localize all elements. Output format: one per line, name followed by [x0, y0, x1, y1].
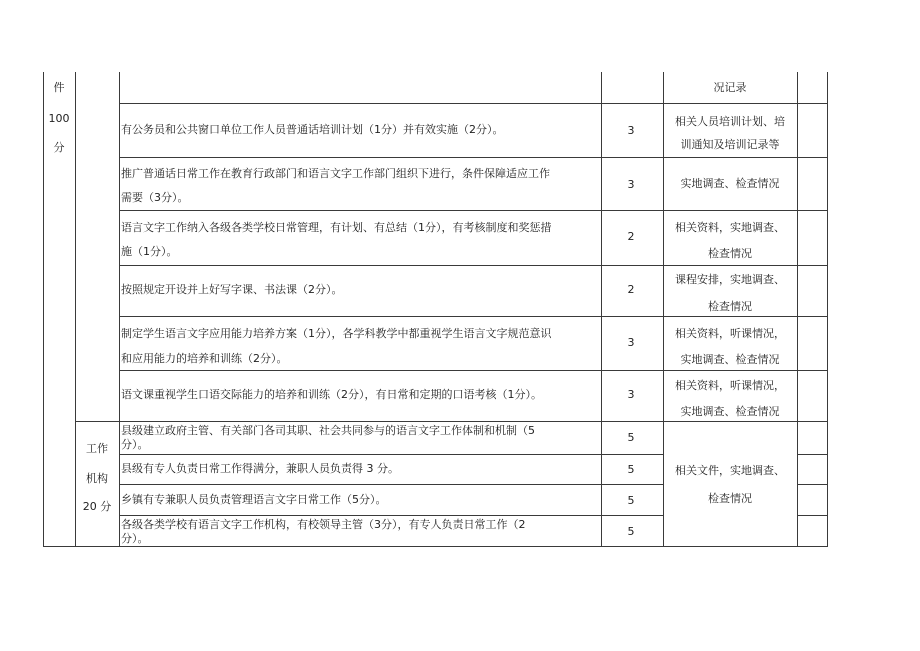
- row-divider: [797, 454, 827, 455]
- evidence-cell: 相关资料，听课情况，: [675, 379, 785, 392]
- row-divider: [797, 515, 827, 516]
- row-divider: [119, 157, 827, 158]
- row-divider: [119, 103, 827, 104]
- evidence-cell: 实地调查、检查情况: [680, 177, 780, 190]
- row-divider: [119, 265, 827, 266]
- evidence-cell: 检查情况: [708, 247, 752, 260]
- evidence-cell: 相关人员培训计划、培: [675, 115, 785, 128]
- content-cell: 有公务员和公共窗口单位工作人员普通话培训计划（1分）并有效实施（2分）。: [121, 123, 504, 136]
- evidence-cell: 相关资料，听课情况，: [675, 327, 785, 340]
- row-divider: [119, 454, 663, 455]
- section-divider: [75, 421, 827, 422]
- score-cell: 3: [627, 388, 635, 401]
- score-cell: 5: [627, 431, 635, 444]
- content-cell: 施（1分）。: [121, 245, 178, 258]
- score-cell: 3: [627, 124, 635, 137]
- row-divider: [119, 515, 663, 516]
- table-divider: [119, 72, 120, 546]
- score-cell: 5: [627, 525, 635, 538]
- score-cell: 3: [627, 178, 635, 191]
- evidence-cell: 相关资料，实地调查、: [675, 221, 785, 234]
- evidence-cell: 检查情况: [708, 300, 752, 313]
- evidence-cell: 检查情况: [708, 492, 752, 505]
- score-cell: 3: [627, 336, 635, 349]
- section-label: 20 分: [82, 500, 112, 513]
- table-divider: [797, 72, 798, 546]
- content-cell: 乡镇有专兼职人员负责管理语言文字日常工作（5分）。: [121, 493, 387, 506]
- content-cell: 需要（3分）。: [121, 191, 189, 204]
- category-label: 件: [53, 81, 65, 94]
- row-divider: [119, 484, 663, 485]
- row-divider: [119, 210, 827, 211]
- content-cell: 县级建立政府主管、有关部门各司其职、社会共同参与的语言文字工作体制和机制（5: [121, 424, 535, 437]
- content-cell: 各级各类学校有语言文字工作机构，有校领导主管（3分），有专人负责日常工作（2: [121, 518, 526, 531]
- row-divider: [797, 484, 827, 485]
- section-label: 机构: [86, 472, 108, 485]
- content-cell: 制定学生语言文字应用能力培养方案（1分），各学科教学中都重视学生语言文字规范意识: [121, 327, 552, 340]
- content-cell: 语言文字工作纳入各级各类学校日常管理，有计划、有总结（1分），有考核制度和奖惩措: [121, 221, 552, 234]
- table-border-right: [827, 72, 828, 546]
- evidence-cell: 实地调查、检查情况: [680, 405, 780, 418]
- evidence-cell: 实地调查、检查情况: [680, 353, 780, 366]
- content-cell: 分）。: [121, 532, 149, 545]
- content-cell: 按照规定开设并上好写字课、书法课（2分）。: [121, 283, 343, 296]
- evidence-cell: 训通知及培训记录等: [680, 138, 780, 151]
- score-cell: 5: [627, 463, 635, 476]
- score-cell: 5: [627, 494, 635, 507]
- content-cell: 分）。: [121, 438, 149, 451]
- evidence-cell: 课程安排，实地调查、: [675, 273, 785, 286]
- evidence-cell: 相关文件，实地调查、: [675, 464, 785, 477]
- score-cell: 2: [627, 230, 635, 243]
- category-label: 分: [53, 141, 65, 154]
- content-cell: 推广普通话日常工作在教育行政部门和语言文字工作部门组织下进行，条件保障适应工作: [121, 167, 550, 180]
- content-cell: 语文课重视学生口语交际能力的培养和训练（2分），有日常和定期的口语考核（1分）。: [121, 388, 542, 401]
- table-border-bottom: [43, 546, 828, 547]
- score-cell: 2: [627, 283, 635, 296]
- category-label: 100: [48, 112, 70, 125]
- section-label: 工作: [86, 442, 108, 455]
- content-cell: 和应用能力的培养和训练（2分）。: [121, 352, 288, 365]
- evidence-cell: 况记录: [713, 81, 747, 94]
- row-divider: [119, 316, 827, 317]
- content-cell: 县级有专人负责日常工作得满分，兼职人员负责得 3 分。: [121, 462, 399, 475]
- row-divider: [119, 370, 827, 371]
